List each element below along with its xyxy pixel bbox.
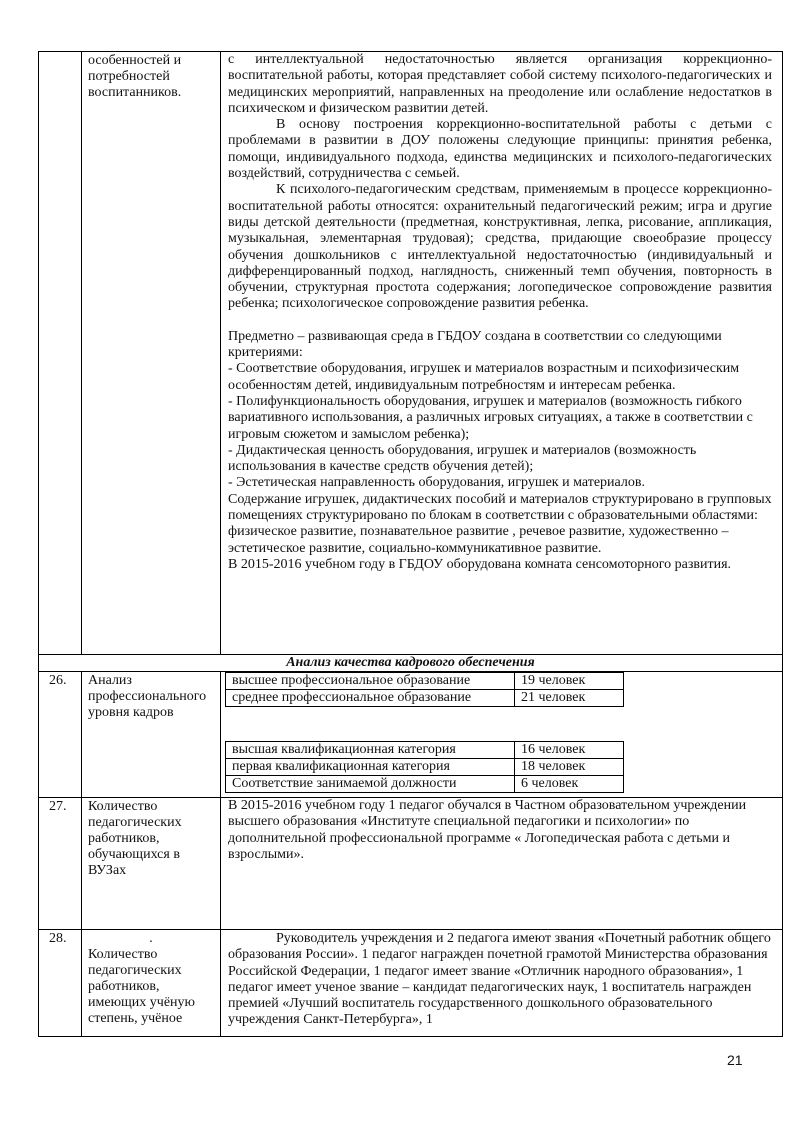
criterion-text: особенностей и потребностей воспитанников. (88, 53, 182, 100)
criterion-text: Количество педагогических работников, имеющих учёную степень, учёное (88, 947, 196, 1026)
paragraph: В основу построения коррекционно-воспитательной работы с детьми с проблемами в развитии в ДОУ положены следующие принципы: принятия ребенка, помощи, индивидуального подхода, единства медицинских и психолого-педагогических воздействий, сотрудничества с семьей. (228, 117, 772, 182)
table-cell: высшая квалификационная категория (226, 742, 515, 759)
list-item: - Эстетическая направленность оборудования, игрушек и материалов. (228, 475, 645, 491)
list-item: - Полифункциональность оборудования, игрушек и материалов (возможность гибкого вариативного использования, а различных игровых ситуациях, а также в соответствии с игровым сюжетом и замыслом ребенка); (228, 393, 753, 442)
criterion-cell (82, 52, 221, 654)
section-heading: Анализ качества кадрового обеспечения (39, 655, 782, 672)
paragraph: Предметно – развивающая среда в ГБДОУ создана в соответствии со следующими критериями: (228, 328, 722, 361)
bullet-dot: . (149, 931, 153, 946)
spacer (228, 313, 772, 329)
criterion-text: Анализ профессионального уровня кадров (88, 673, 207, 720)
paragraph: К психолого-педагогическим средствам, применяемым в процессе коррекционно-воспитательной работы относятся: охранительный педагогический режим; игра и другие виды детской деятельности (предметная, конструктивная, лепка, рисование, аппликация, музыкальная, элементарная трудовая); средства, придающие своеобразие процессу обучения дошкольников с интеллектуальной недостаточностью (индивидуальный и дифференцированный подход, наглядность, сниженный темп обучения, повторность в обучении, структурная простота содержания; логопедическое сопровождение развития ребенка; психологическое сопровождение развития ребенка. (228, 182, 772, 312)
table-row (226, 673, 624, 690)
table-row (39, 798, 782, 930)
table-row (226, 690, 624, 707)
criteria-table (38, 51, 783, 1037)
row-number-cell (39, 672, 82, 797)
paragraph: В 2015-2016 учебном году 1 педагог обучался в Частном образовательном учреждении высшего образования «Институте специальной педагогики и психологии» по дополнительной профессиональной программе « Логопедическая работа с детьми и взрослыми». (228, 798, 747, 862)
criterion-cell (82, 930, 221, 1036)
education-table (225, 672, 624, 707)
content-cell (228, 52, 782, 573)
table-cell: 19 человек (515, 673, 624, 690)
row-number-cell (39, 798, 82, 929)
table-cell: 18 человек (515, 759, 624, 776)
table-cell: 16 человек (515, 742, 624, 759)
table-row (226, 759, 624, 776)
table-row (226, 742, 624, 759)
qualification-table (225, 741, 624, 793)
list-item: - Соответствие оборудования, игрушек и материалов возрастным и психофизическим особенностям детей, индивидуальным потребностям и интересам ребенка. (228, 361, 740, 393)
table-cell: среднее профессиональное образование (226, 690, 515, 707)
criterion-cell (82, 798, 221, 929)
content-cell (226, 672, 782, 793)
list-item: - Дидактическая ценность оборудования, игрушек и материалов (возможность использования в качестве средств обучения детей); (228, 442, 697, 475)
criterion-text: Количество педагогических работников, обучающихся в ВУЗах (88, 799, 182, 878)
criterion-cell (82, 672, 221, 797)
table-row (39, 930, 782, 1036)
content-cell (228, 798, 782, 863)
row-number: 26. (49, 673, 67, 688)
table-cell: первая квалификационная категория (226, 759, 515, 776)
row-number: 27. (49, 799, 67, 814)
spacer (226, 707, 772, 741)
page-number: 21 (727, 1052, 743, 1068)
row-number: 28. (49, 931, 67, 946)
row-number-cell (39, 930, 82, 1036)
table-row (226, 776, 624, 793)
table-cell: 6 человек (515, 776, 624, 793)
paragraph: Руководитель учреждения и 2 педагога имеют звания «Почетный работник общего образования России». 1 педагог награжден почетной грамотой Министерства образования Российской Федерации, 1 педагог имеет звание «Отличник народного образования», 1 педагог имеет ученое звание – кандидат педагогических наук, 1 воспитатель награжден премией «Лучший воспитатель государственного дошкольного образовательного учреждения Санкт-Петербурга», 1 (228, 931, 771, 1028)
table-cell: Соответствие занимаемой должности (226, 776, 515, 793)
paragraph: с интеллектуальной недостаточностью является организация коррекционно-воспитательной работы, которая представляет собой систему психолого-педагогических и медицинских мероприятий, направленных на преодоление или ослабление недостатков в психическом и физическом развитии детей. (228, 52, 772, 116)
content-cell (228, 930, 782, 1029)
paragraph: Содержание игрушек, дидактических пособий и материалов структурировано в групповых помещениях структурировано по блокам в соответствии с образовательными областями: физическое развитие, познавательное развитие , речевое развитие, художественно – эстетическое развитие, социально-коммуникативное развитие. (228, 491, 772, 556)
table-cell: высшее профессиональное образование (226, 673, 515, 690)
row-number-cell (39, 52, 82, 654)
paragraph: В 2015-2016 учебном году в ГБДОУ оборудована комната сенсомоторного развития. (228, 556, 732, 572)
table-row (39, 52, 782, 655)
table-row (39, 672, 782, 798)
table-cell: 21 человек (515, 690, 624, 707)
